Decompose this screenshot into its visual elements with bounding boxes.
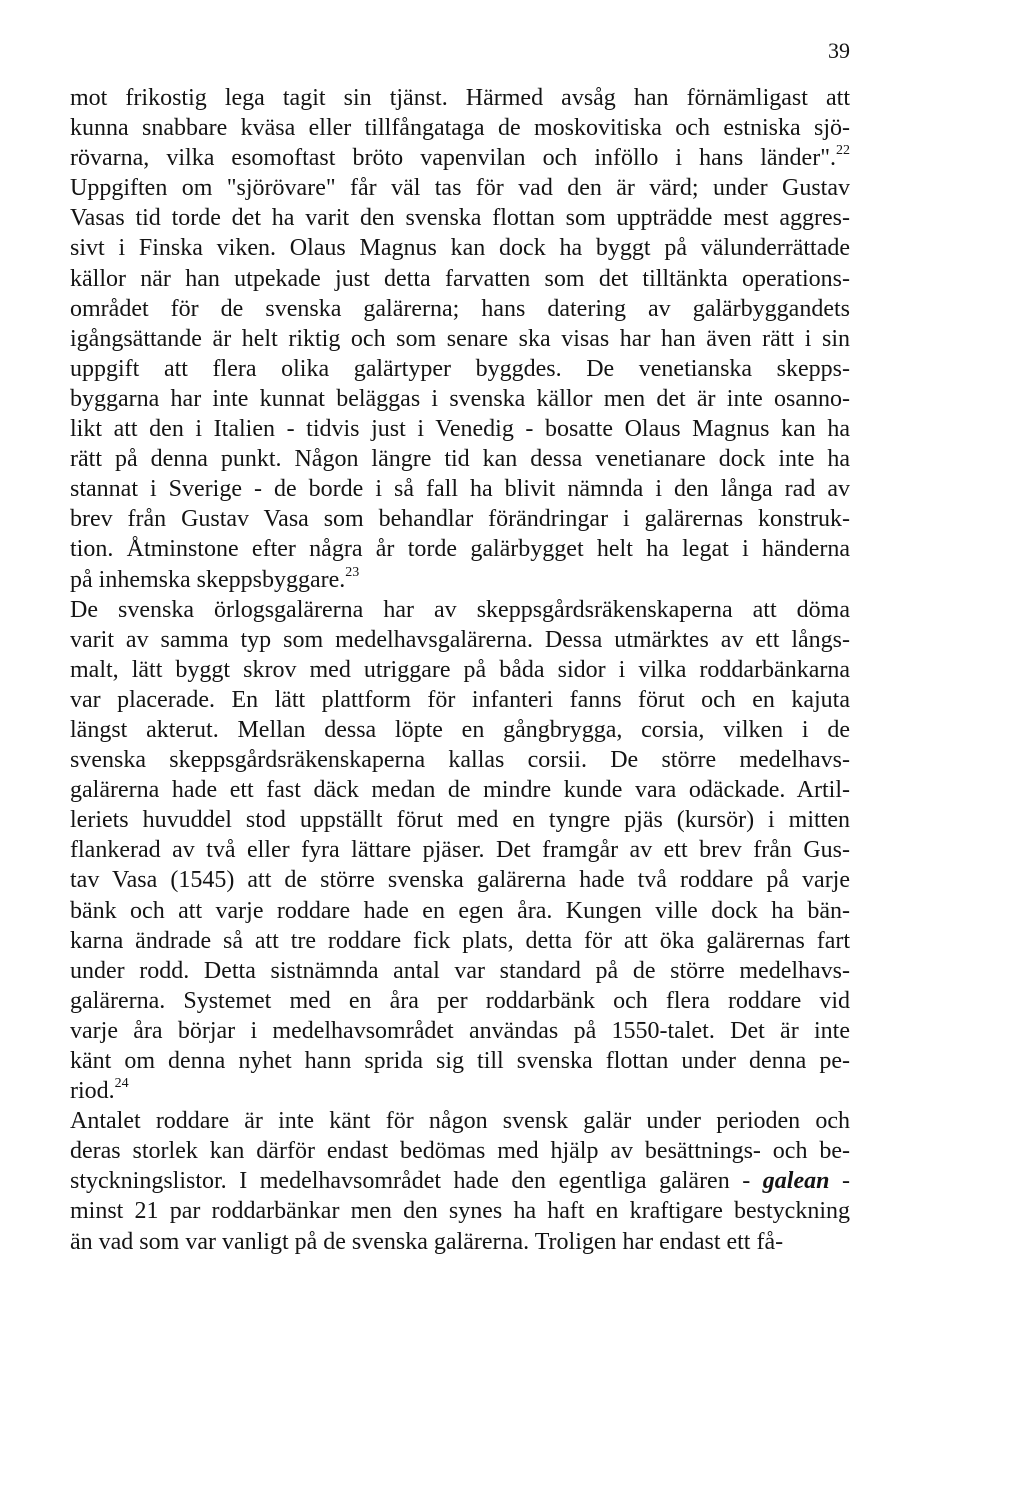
text-line: De svenska örlogsgalärerna har av skeppsgårdsräkenskaperna att döma xyxy=(70,596,850,623)
text-line: galärerna. Systemet med en åra per roddarbänk och flera roddare vid xyxy=(70,987,850,1014)
text-line: karna ändrade så att tre roddare fick plats, detta för att öka galärernas fart xyxy=(70,927,850,954)
text-line: stannat i Sverige - de borde i så fall ha blivit nämnda i den långa rad av xyxy=(70,476,850,503)
text-line: likt att den i Italien - tidvis just i Venedig - bosatte Olaus Magnus kan ha xyxy=(70,416,850,443)
page-number: 39 xyxy=(828,38,850,63)
text-line: flankerad av två eller fyra lättare pjäser. Det framgår av ett brev från Gus- xyxy=(70,837,850,864)
text-line: byggarna har inte kunnat beläggas i svenska källor men det är inte osanno- xyxy=(70,385,850,412)
text-line: på inhemska skeppsbyggare.$^{23}$ xyxy=(70,564,360,593)
text-line: bänk och att varje roddare hade en egen åra. Kungen ville dock ha bän- xyxy=(70,897,850,924)
text-line: svenska skeppsgårdsräkenskaperna kallas corsii. De större medelhavs- xyxy=(70,747,850,774)
paragraph xyxy=(70,83,850,595)
text-line: deras storlek kan därför endast bedömas med hjälp av besättnings- och be- xyxy=(70,1138,850,1165)
paragraph xyxy=(70,595,850,1107)
text-line: längst akterut. Mellan dessa löpte en gångbrygga, corsia, vilken i de xyxy=(70,716,850,743)
text-line: känt om denna nyhet hann sprida sig till svenska flottan under denna pe- xyxy=(70,1048,850,1074)
text-line: under rodd. Detta sistnämnda antal var standard på de större medelhavs- xyxy=(70,957,850,984)
text-line: rövarna, vilka esomoftast bröto vapenvilan och inföllo i hans länder".$^{22}$ xyxy=(70,143,850,172)
text-line: källor när han utpekade just detta farvatten som det tilltänkta operations- xyxy=(70,265,850,292)
text-line: mot frikostig lega tagit sin tjänst. Härmed avsåg han förnämligast att xyxy=(70,85,850,111)
text-line: tav Vasa (1545) att de större svenska galärerna hade två roddare på varje xyxy=(70,867,850,894)
text-line: Uppgiften om "sjörövare" får väl tas för vad den är värd; under Gustav xyxy=(70,175,850,202)
footnote-marker: 24 xyxy=(114,1076,129,1092)
text-line: området för de svenska galärerna; hans datering av galärbyggandets xyxy=(70,295,850,322)
footnote-marker: 23 xyxy=(345,564,360,580)
text-line: än vad som var vanligt på de svenska galärerna. Troligen har endast ett få- xyxy=(70,1228,784,1255)
text-line: leriets huvuddel stod uppställt förut med en tyngre pjäs (kursör) i mitten xyxy=(70,807,850,834)
text-line: uppgift att flera olika galärtyper byggdes. De venetianska skepps- xyxy=(70,355,850,382)
footnote-marker: 22 xyxy=(836,143,850,159)
text-line: Vasas tid torde det ha varit den svenska flottan som uppträdde mest aggres- xyxy=(70,205,850,232)
text-line: kunna snabbare kväsa eller tillfångataga de moskovitiska och estniska sjö- xyxy=(70,115,850,142)
text-line: galärerna hade ett fast däck medan de mindre kunde vara odäckade. Artil- xyxy=(70,777,850,804)
text-line: riod.$^{24}$ xyxy=(70,1076,129,1105)
emphasis-term: galean xyxy=(762,1168,830,1195)
text-line: brev från Gustav Vasa som behandlar förändringar i galärernas konstruk- xyxy=(70,506,850,533)
text-line: minst 21 par roddarbänkar men den synes ha haft en kraftigare bestyckning xyxy=(70,1198,850,1225)
paragraph xyxy=(70,1106,850,1256)
text-line: igångsättande är helt riktig och som senare ska visas har han även rätt i sin xyxy=(70,325,850,352)
body-text xyxy=(70,83,850,1257)
text-line: styckningslistor. I medelhavsområdet hade den egentliga galären - galean - xyxy=(70,1168,850,1195)
text-line: rätt på denna punkt. Någon längre tid kan dessa venetianare dock inte ha xyxy=(70,446,850,473)
text-line: var placerade. En lätt plattform för infanteri fanns förut och en kajuta xyxy=(70,686,850,713)
text-line: sivt i Finska viken. Olaus Magnus kan dock ha byggt på välunderrättade xyxy=(70,235,850,262)
text-line: malt, lätt byggt skrov med utriggare på båda sidor i vilka roddarbänkarna xyxy=(70,656,850,683)
text-line: varje åra börjar i medelhavsområdet användas på 1550-talet. Det är inte xyxy=(70,1017,850,1044)
text-line: Antalet roddare är inte känt för någon svensk galär under perioden och xyxy=(70,1108,850,1135)
text-line: tion. Åtminstone efter några år torde galärbygget helt ha legat i händerna xyxy=(70,536,850,563)
text-line: varit av samma typ som medelhavsgalärerna. Dessa utmärktes av ett långs- xyxy=(70,626,850,653)
